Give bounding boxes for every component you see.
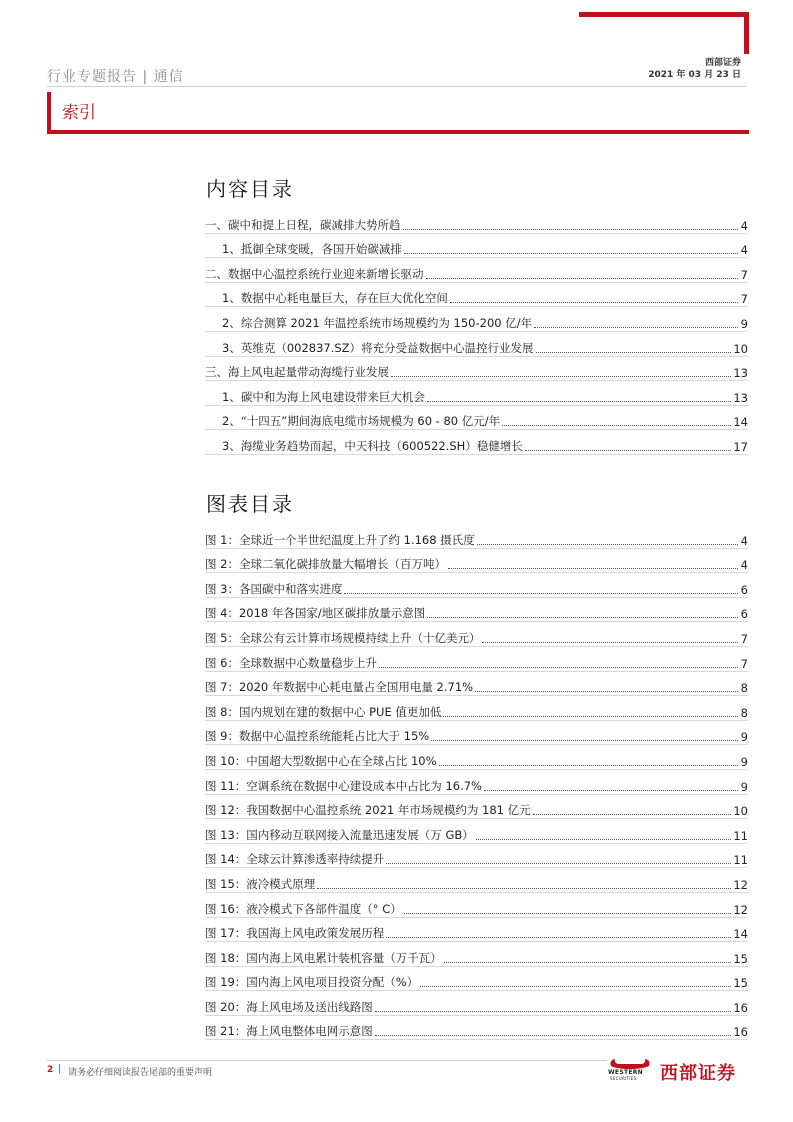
toc-entry-page: 12 [733, 902, 748, 917]
toc-entry-title: 图 15：液冷模式原理 [205, 876, 316, 891]
toc-entry-title: 图 7：2020 年数据中心耗电量占全国用电量 2.71% [205, 680, 474, 695]
toc-entry-title: 图 11：空调系统在数据中心建设成本中占比为 16.7% [205, 778, 482, 793]
toc-entry-page: 15 [733, 976, 748, 991]
toc-dot-leader [443, 716, 738, 717]
footer-divider [47, 1060, 607, 1061]
toc-entry-page: 14 [733, 927, 748, 942]
toc-entry-page: 12 [733, 877, 748, 892]
toc-entry[interactable] [205, 720, 748, 745]
toc-entry-title: 图 18：国内海上风电累计装机容量（万千瓦） [205, 950, 442, 965]
toc-entry-title: 2、综合测算 2021 年温控系统市场规模约为 150-200 亿/年 [222, 315, 533, 330]
toc-entry[interactable] [205, 306, 748, 331]
toc-dot-leader [386, 863, 731, 864]
toc-entry-page: 16 [733, 1025, 748, 1040]
toc-dot-leader [404, 253, 738, 254]
toc-dot-leader [477, 544, 738, 545]
toc-entry-page: 6 [740, 582, 748, 597]
toc-dot-leader [386, 937, 731, 938]
toc-dot-leader [525, 450, 732, 451]
toc-dot-leader [375, 1035, 732, 1036]
contents-title: 内容目录 [206, 177, 294, 201]
toc-entry[interactable] [205, 867, 748, 892]
toc-dot-leader [426, 278, 739, 279]
toc-row-rule [205, 454, 748, 455]
toc-entry-title: 1、抵御全球变暖，各国开始碳减排 [222, 242, 402, 257]
toc-row-rule [205, 1039, 748, 1040]
toc-dot-leader [427, 401, 732, 402]
toc-entry-page: 9 [740, 779, 748, 794]
toc-entry[interactable] [205, 356, 748, 381]
toc-entry[interactable] [205, 429, 748, 454]
toc-dot-leader [403, 229, 739, 230]
toc-entry[interactable] [205, 405, 748, 430]
toc-entry-page: 13 [733, 390, 748, 405]
toc-entry[interactable] [205, 966, 748, 991]
toc-dot-leader [375, 1011, 732, 1012]
toc-entry[interactable] [205, 1015, 748, 1040]
toc-entry[interactable] [205, 818, 748, 843]
company-logo [605, 1056, 750, 1084]
toc-dot-leader [444, 962, 732, 963]
toc-dot-leader [484, 790, 738, 791]
toc-entry-page: 15 [733, 951, 748, 966]
toc-entry-page: 7 [740, 631, 748, 646]
toc-dot-leader [391, 376, 731, 377]
toc-entry[interactable] [205, 208, 748, 233]
toc-dot-leader [476, 839, 732, 840]
toc-entry-title: 图 4：2018 年各国家/地区碳排放量示意图 [205, 606, 426, 621]
toc-entry-page: 4 [740, 243, 748, 258]
header-brand: 西部证券 [704, 58, 741, 68]
toc-entry-page: 10 [733, 341, 748, 356]
toc-entry-title: 2、“十四五”期间海底电缆市场规模为 60 - 80 亿元/年 [222, 414, 501, 429]
toc-dot-leader [450, 302, 738, 303]
logo-text-en: WESTERN [608, 1069, 643, 1076]
toc-entry-page: 7 [740, 267, 748, 282]
toc-dot-leader [379, 667, 738, 668]
toc-entry-title: 图 8：国内规划在建的数据中心 PUE 值更加低 [205, 704, 442, 719]
toc-entry-title: 图 14：全球云计算渗透率持续提升 [205, 852, 385, 867]
toc-entry-title: 三、海上风电起量带动海缆行业发展 [205, 365, 389, 380]
index-title: 索引 [62, 103, 96, 123]
toc-entry[interactable] [205, 794, 748, 819]
toc-entry[interactable] [205, 548, 748, 573]
toc-entry[interactable] [205, 380, 748, 405]
toc-entry-page: 9 [740, 730, 748, 745]
toc-dot-leader [502, 425, 731, 426]
toc-dot-leader [431, 740, 738, 741]
contents-list [205, 208, 748, 454]
toc-dot-leader [533, 814, 732, 815]
toc-dot-leader [536, 352, 732, 353]
toc-entry-title: 图 13：国内移动互联网接入流量迅速发展（万 GB） [205, 827, 474, 842]
toc-entry[interactable] [205, 621, 748, 646]
footer-disclaimer: 请务必仔细阅读报告尾部的重要声明 [68, 1068, 213, 1078]
report-date: 2021 年 03 月 23 日 [648, 70, 741, 80]
toc-entry-page: 10 [733, 804, 748, 819]
logo-text-en-sub: SECURITIES [610, 1076, 637, 1081]
toc-entry-page: 13 [733, 366, 748, 381]
toc-dot-leader [448, 568, 738, 569]
toc-entry-title: 图 21：海上风电整体电网示意图 [205, 1024, 373, 1039]
toc-entry[interactable] [205, 843, 748, 868]
toc-entry-page: 7 [740, 656, 748, 671]
toc-entry-page: 4 [740, 558, 748, 573]
toc-entry-page: 17 [733, 439, 748, 454]
logo-text-cn: 西部证券 [660, 1063, 736, 1084]
toc-dot-leader [427, 617, 738, 618]
corner-accent-bar [579, 12, 749, 17]
toc-entry-title: 二、数据中心温控系统行业迎来新增长驱动 [205, 266, 424, 281]
toc-entry-title: 图 3：各国碳中和落实进度 [205, 581, 343, 596]
toc-entry-title: 图 6：全球数据中心数量稳步上升 [205, 655, 377, 670]
toc-dot-leader [475, 691, 738, 692]
toc-entry-page: 9 [740, 316, 748, 331]
toc-entry[interactable] [205, 695, 748, 720]
toc-dot-leader [534, 327, 738, 328]
toc-entry-title: 1、碳中和为海上风电建设带来巨大机会 [222, 389, 425, 404]
toc-entry[interactable] [205, 769, 748, 794]
page-number: 2 [47, 1065, 54, 1075]
toc-entry-title: 图 20：海上风电场及送出线路图 [205, 999, 373, 1014]
toc-entry[interactable] [205, 744, 748, 769]
toc-dot-leader [420, 986, 731, 987]
toc-entry[interactable] [205, 331, 748, 356]
toc-entry-title: 图 1：全球近一个半世纪温度上升了约 1.168 摄氏度 [205, 532, 475, 547]
toc-entry-page: 11 [733, 853, 748, 868]
toc-entry[interactable] [205, 941, 748, 966]
report-category: 行业专题报告 | 通信 [47, 69, 184, 85]
toc-entry[interactable] [205, 257, 748, 282]
toc-entry[interactable] [205, 572, 748, 597]
toc-entry-page: 11 [733, 828, 748, 843]
toc-entry-title: 图 5：全球公有云计算市场规模持续上升（十亿美元） [205, 630, 481, 645]
toc-entry-page: 9 [740, 754, 748, 769]
toc-entry-page: 6 [740, 607, 748, 622]
index-divider [47, 130, 749, 134]
toc-entry-page: 16 [733, 1000, 748, 1015]
toc-entry-page: 4 [740, 218, 748, 233]
toc-dot-leader [317, 888, 731, 889]
toc-dot-leader [404, 913, 732, 914]
toc-entry-title: 3、海缆业务趋势而起，中天科技（600522.SH）稳健增长 [222, 438, 523, 453]
toc-entry-page: 8 [740, 705, 748, 720]
toc-dot-leader [482, 642, 738, 643]
toc-entry-title: 一、碳中和提上日程，碳减排大势所趋 [205, 217, 401, 232]
toc-entry-title: 3、英维克（002837.SZ）将充分受益数据中心温控行业发展 [222, 340, 534, 355]
index-marker [47, 92, 51, 132]
toc-entry[interactable] [205, 282, 748, 307]
toc-entry-page: 8 [740, 681, 748, 696]
toc-entry-title: 图 16：液冷模式下各部件温度（° C） [205, 901, 402, 916]
toc-entry-title: 1、数据中心耗电量巨大，存在巨大优化空间 [222, 291, 448, 306]
toc-entry-title: 图 2：全球二氧化碳排放量大幅增长（百万吨） [205, 557, 446, 572]
toc-entry-page: 4 [740, 533, 748, 548]
footer-separator: | [58, 1064, 62, 1074]
toc-entry-title: 图 12：我国数据中心温控系统 2021 年市场规模约为 181 亿元 [205, 803, 531, 818]
toc-entry-title: 图 19：国内海上风电项目投资分配（%） [205, 975, 419, 990]
toc-entry[interactable] [205, 892, 748, 917]
toc-entry[interactable] [205, 646, 748, 671]
toc-entry[interactable] [205, 671, 748, 696]
figures-list [205, 523, 748, 1039]
toc-entry[interactable] [205, 990, 748, 1015]
toc-entry[interactable] [205, 597, 748, 622]
toc-dot-leader [344, 593, 738, 594]
toc-entry-page: 14 [733, 415, 748, 430]
corner-accent-bar-vertical [744, 12, 749, 54]
toc-entry-title: 图 10：中国超大型数据中心在全球占比 10% [205, 753, 437, 768]
toc-entry-title: 图 17：我国海上风电政策发展历程 [205, 926, 385, 941]
figures-title: 图表目录 [206, 492, 294, 516]
toc-entry[interactable] [205, 523, 748, 548]
toc-entry[interactable] [205, 917, 748, 942]
toc-dot-leader [439, 765, 738, 766]
header-divider [47, 86, 746, 87]
toc-entry-page: 7 [740, 292, 748, 307]
toc-entry[interactable] [205, 233, 748, 258]
toc-entry-title: 图 9：数据中心温控系统能耗占比大于 15% [205, 729, 430, 744]
